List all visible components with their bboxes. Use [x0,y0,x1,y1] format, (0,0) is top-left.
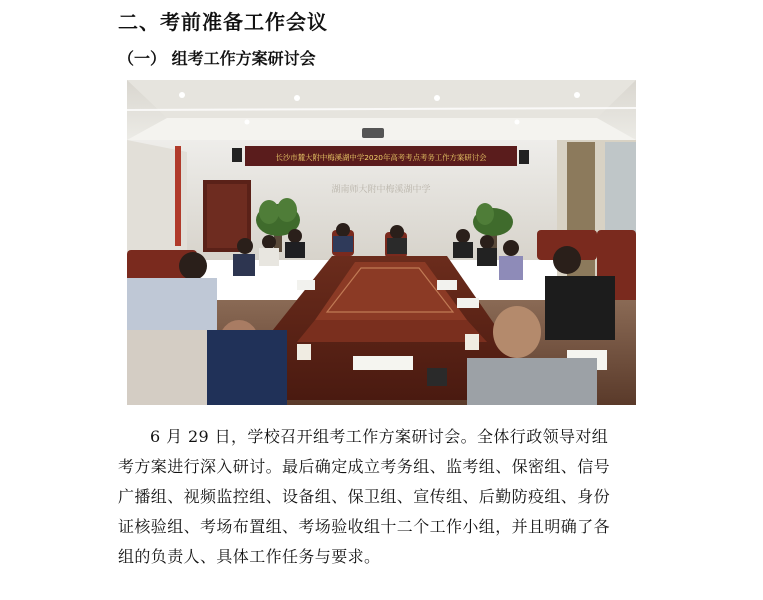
paragraph-line: 6 月 29 日，学校召开组考工作方案研讨会。全体行政领导对组 [150,427,609,446]
section-heading: 二、考前准备工作会议 [118,10,328,34]
body-paragraph [118,422,650,572]
cup-icon [297,344,311,360]
projector-icon [362,128,384,138]
subsection-heading: （一） 组考工作方案研讨会 [118,49,316,68]
cup-icon [465,334,479,350]
speaker-icon [232,148,242,162]
speaker-icon [519,150,529,164]
banner-text: 长沙市麓大附中梅溪湖中学2020年高考考点考务工作方案研讨会 [275,153,487,162]
wall-sign: 湖南师大附中梅溪湖中学 [331,185,431,195]
meeting-photo [127,80,636,405]
paragraph-line: 证核验组、考场布置组、考场验收组十二个工作小组，并且明确了各 [118,517,611,536]
paragraph-line: 考方案进行深入研讨。最后确定成立考务组、监考组、保密组、信号 [118,457,611,476]
paragraph-line: 广播组、视频监控组、设备组、保卫组、宣传组、后勤防疫组、身份 [118,487,611,506]
paragraph-line: 组的负责人、具体工作任务与要求。 [118,547,381,566]
phone-icon [427,368,447,386]
